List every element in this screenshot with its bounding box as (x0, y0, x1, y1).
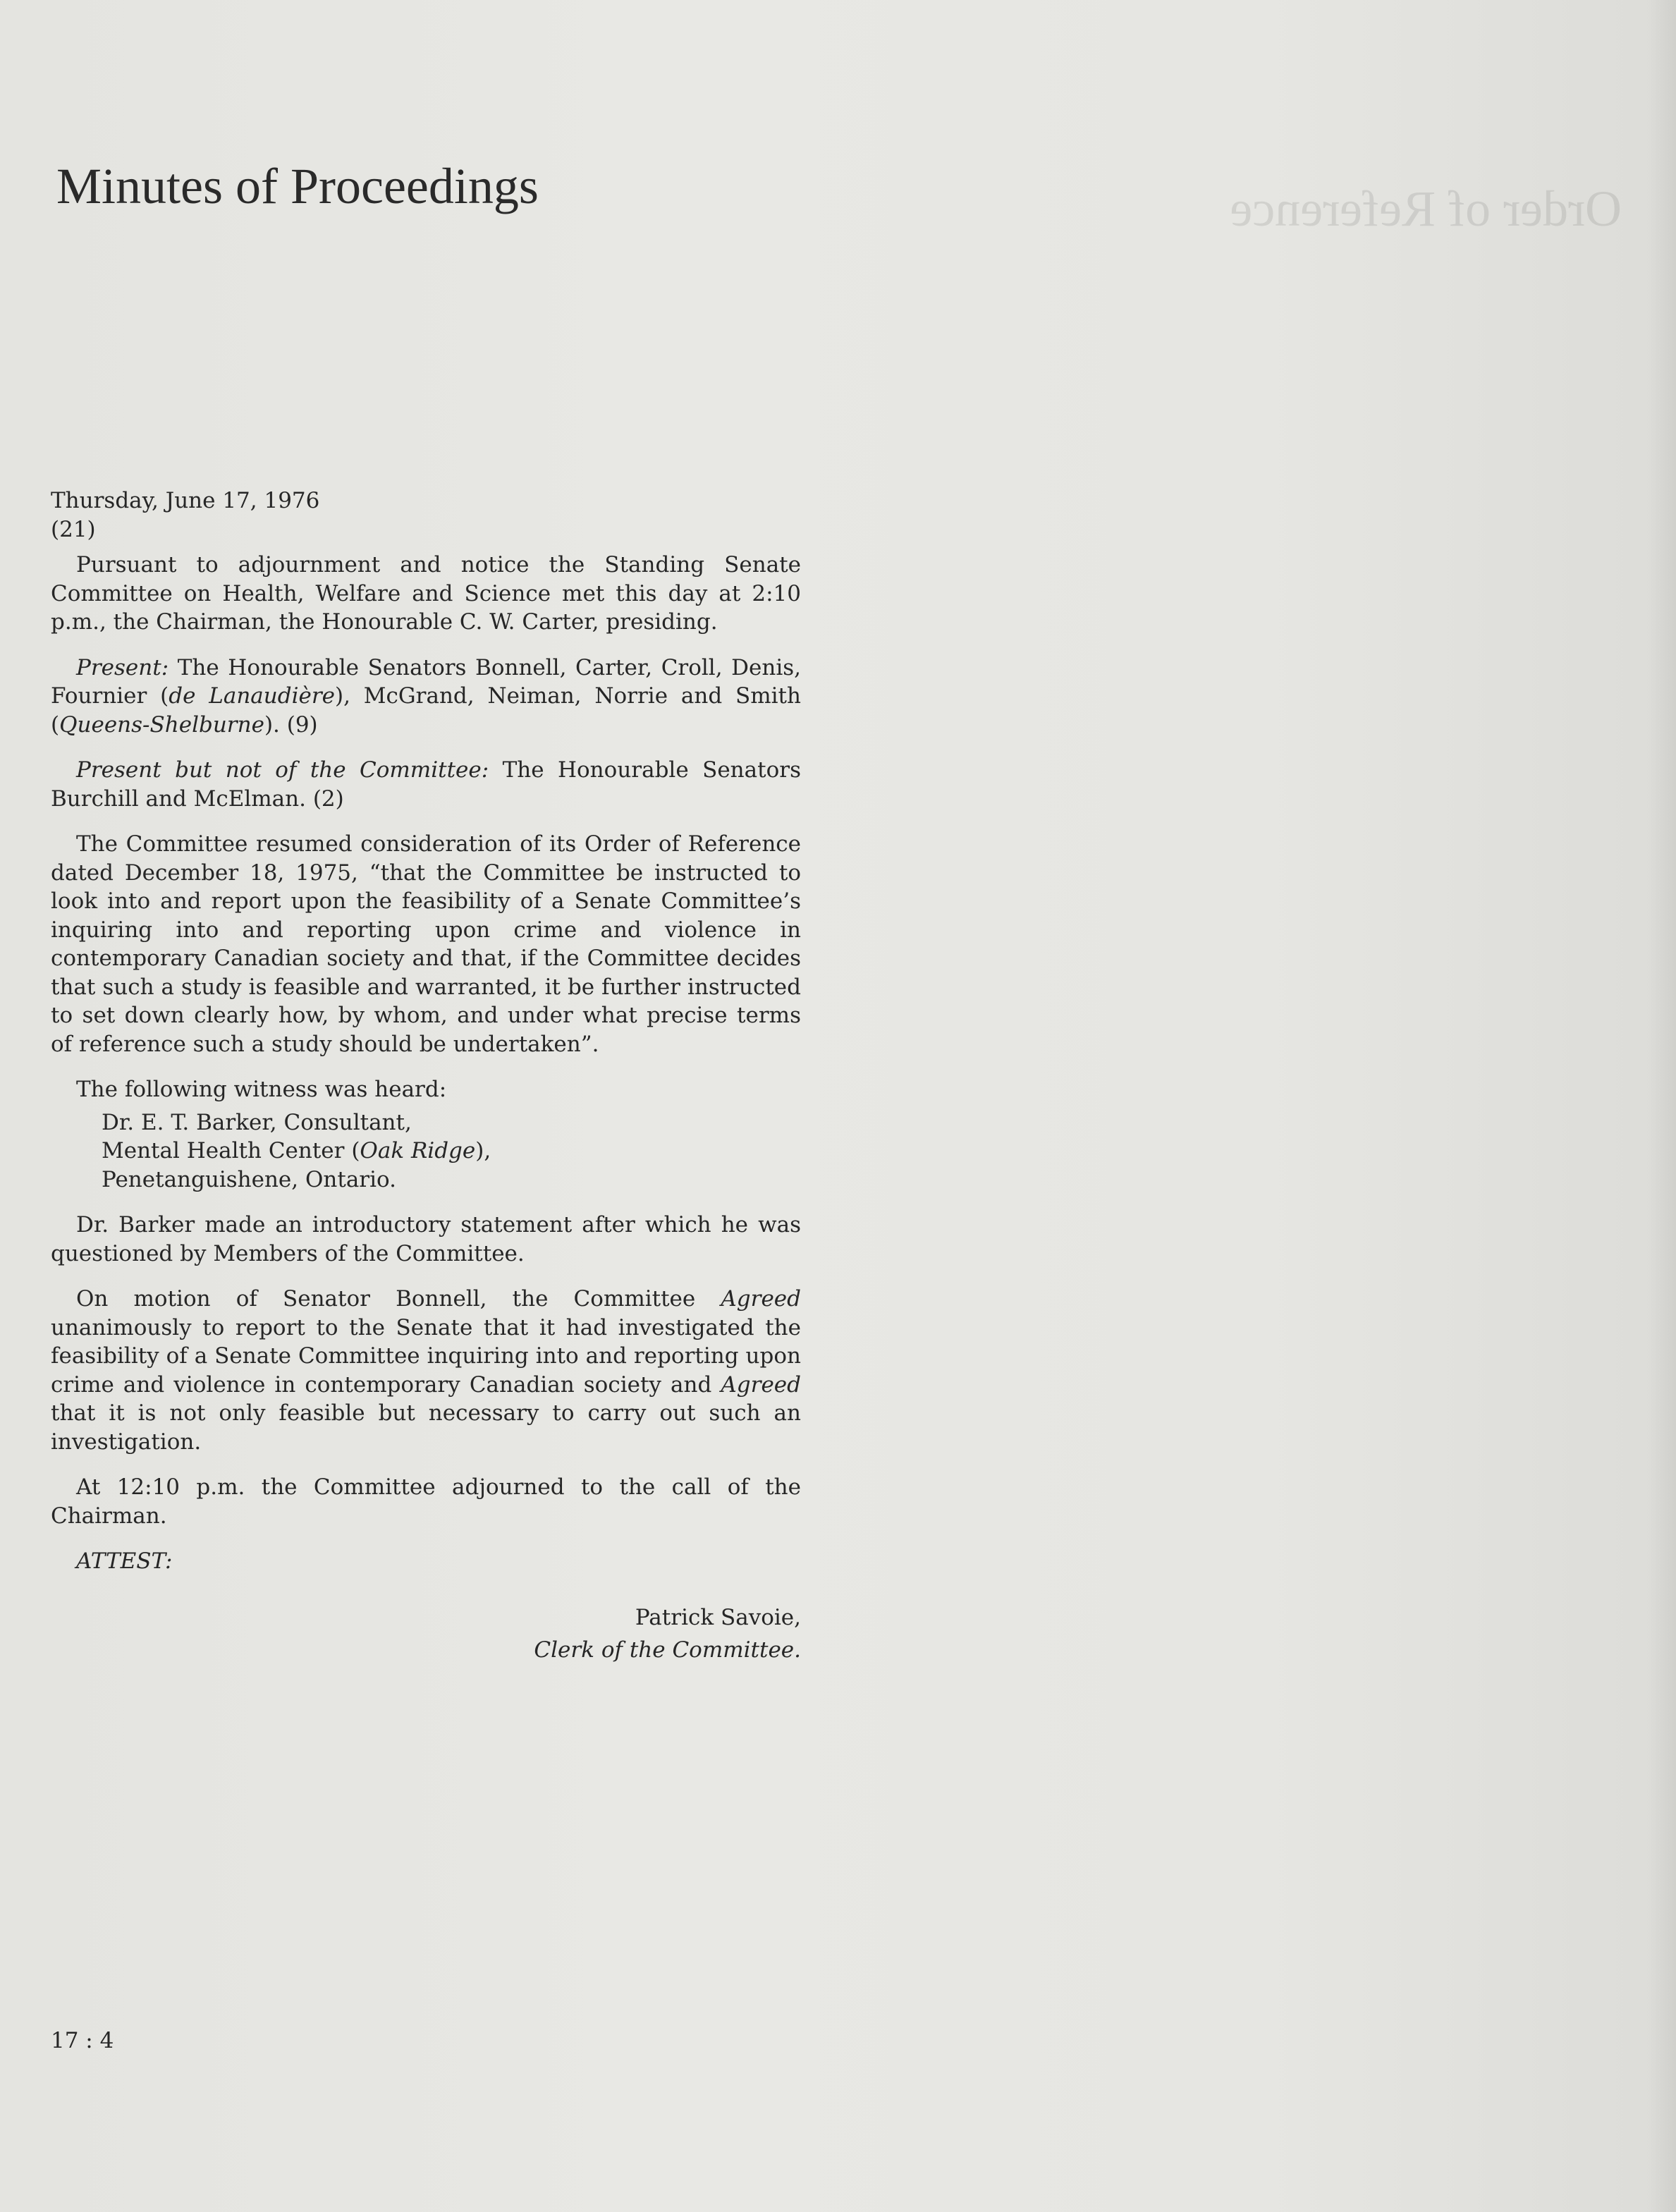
motion-italic-2: Agreed (721, 1371, 801, 1398)
witness-line-2-close: ), (475, 1138, 491, 1163)
page-edge-shadow (1648, 0, 1676, 2212)
present-not-committee-paragraph (51, 756, 801, 813)
adjourned-paragraph: At 12:10 p.m. the Committee adjourned to the call of the Chairman. (51, 1474, 801, 1529)
signature-title: Clerk of the Committee. (534, 1637, 801, 1663)
signature-name: Patrick Savoie, (635, 1604, 801, 1630)
witness-block (102, 1108, 801, 1194)
present-paragraph (51, 654, 801, 740)
witness-line-1: Dr. E. T. Barker, Consultant, (102, 1109, 412, 1135)
witness-line-2-text: Mental Health Center ( (102, 1138, 360, 1163)
witness-intro: The following witness was heard: (76, 1077, 447, 1102)
meeting-date: Thursday, June 17, 1976 (51, 488, 320, 513)
present-label: Present: (76, 654, 169, 680)
motion-text-1: On motion of Senator Bonnell, the Committee (76, 1286, 721, 1312)
opening-paragraph: Pursuant to adjournment and notice the Standing Senate Committee on Health, Welfare and Science met this day at 2:10 p.m., the Chairman, the Honourable C. W. Carter, presiding. (51, 552, 801, 635)
page-folio: 17 : 4 (51, 2028, 114, 2053)
present-text-1: The Honourable Senators Bonnell, Carter, Croll, Denis, Fournier ( (51, 654, 801, 709)
witness-line-2-italic: Oak Ridge (360, 1138, 476, 1163)
order-of-reference-paragraph: The Committee resumed consideration of its Order of Reference dated December 18, 1975, “that the Committee be instructed to look into and report upon the feasibility of a Senate Committee’s inquiring into and reporting upon crime and violence in contemporary Canadian society and that, if the Committee decides that such a study is feasible and warranted, it be further instructed to set down clearly how, by whom, and under what precise terms of reference such a study should be undertaken”. (51, 831, 801, 1057)
witness-line-3: Penetanguishene, Ontario. (102, 1166, 397, 1192)
motion-paragraph (51, 1285, 801, 1456)
page-title: Minutes of Proceedings (56, 158, 539, 214)
present-text-3: ). (9) (264, 711, 318, 738)
present-italic-1: de Lanaudière (169, 683, 336, 709)
attest-label: ATTEST: (76, 1548, 173, 1574)
present-italic-2: Queens-Shelburne (59, 711, 264, 738)
motion-text-2: unanimously to report to the Senate that it had investigated the feasibility of a Senate Committee inquiring into and reporting upon crime and violence in contemporary Canadian society and (51, 1314, 801, 1398)
signature-block (51, 1601, 801, 1666)
motion-italic-1: Agreed (721, 1286, 801, 1312)
meeting-number: (21) (51, 516, 96, 542)
statement-paragraph: Dr. Barker made an introductory statement after which he was questioned by Members of the Committee. (51, 1212, 801, 1266)
minutes-body (51, 487, 801, 1666)
motion-text-3: that it is not only feasible but necessary to carry out such an investigation. (51, 1400, 801, 1455)
present-not-committee-text: The Honourable Senators Burchill and McElman. (2) (51, 757, 801, 812)
present-text-2: ), McGrand, Neiman, Norrie and Smith ( (51, 683, 801, 738)
present-not-committee-label: Present but not of the Committee: (76, 757, 489, 783)
witness-line-2 (102, 1137, 801, 1166)
